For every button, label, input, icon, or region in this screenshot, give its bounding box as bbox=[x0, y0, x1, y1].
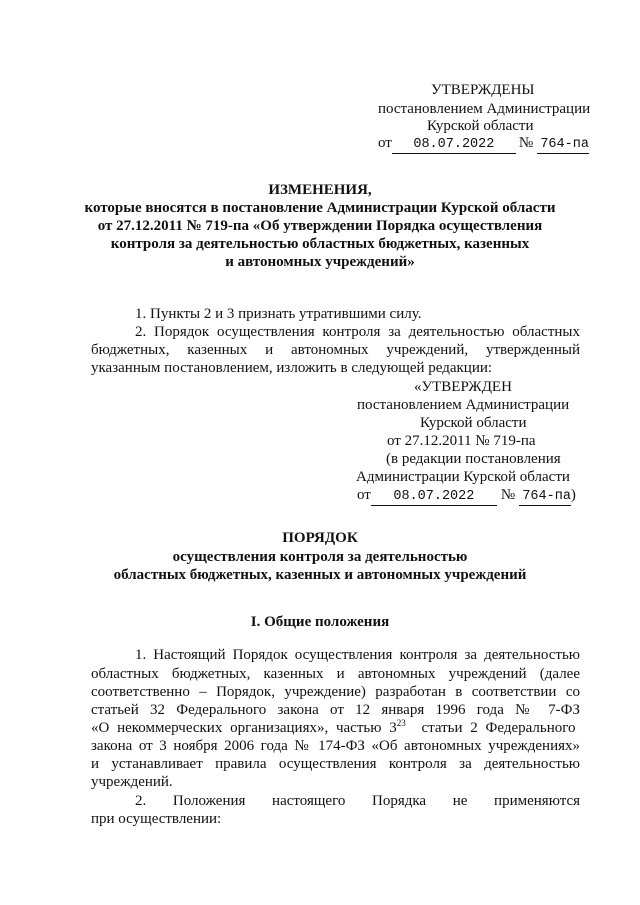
order-title: ПОРЯДОК bbox=[282, 530, 358, 546]
section-1-p1-line-2: областных бюджетных, казенных и автономных учреждений (далее bbox=[91, 666, 580, 682]
inner-approval-closing: ) bbox=[570, 487, 576, 503]
changes-heading-line-2: от 27.12.2011 № 719-па «Об утверждении Порядка осуществления bbox=[97, 218, 543, 234]
approval-line-2: Курской области bbox=[427, 118, 534, 134]
inner-approval-line-1: постановлением Администрации bbox=[357, 397, 570, 413]
inner-approval-title: «УТВЕРЖДЕН bbox=[414, 379, 512, 395]
approval-number-prefix: № bbox=[518, 135, 534, 151]
section-1-p2-line-2: при осуществлении: bbox=[91, 811, 222, 827]
section-1-p1-line-3: соответственно – Порядок, учреждение) разработан в соответствии со bbox=[91, 684, 580, 700]
changes-item-2-line-2: бюджетных, казенных и автономных учреждений, утвержденный bbox=[91, 342, 580, 358]
section-1-p1-line-6: закона от 3 ноября 2006 года № 174-ФЗ «Об автономных учреждениях» bbox=[91, 738, 580, 754]
approval-date: 08.07.2022 bbox=[392, 137, 516, 154]
section-1-p1-line-7: и устанавливает правила осуществления контроля за деятельностью bbox=[91, 756, 580, 772]
inner-approval-line-5: Администрации Курской области bbox=[356, 469, 570, 485]
section-1-p1-line-1: 1. Настоящий Порядок осуществления контроля за деятельностью bbox=[135, 647, 580, 663]
approval-title: УТВЕРЖДЕНЫ bbox=[431, 82, 535, 98]
changes-heading-line-4: и автономных учреждений» bbox=[225, 254, 415, 270]
approval-line-1: постановлением Администрации bbox=[378, 101, 591, 117]
approval-number: 764-па bbox=[537, 137, 589, 154]
section-1-p1-line-5-a: «О некоммерческих организациях», частью 3 bbox=[91, 720, 397, 736]
section-1-p1-line-5-b: статьи 2 Федерального bbox=[413, 720, 576, 736]
section-1-p1-line-4: статьей 32 Федерального закона от 12 января 1996 года № 7-ФЗ bbox=[91, 702, 580, 718]
section-1-p1-line-5-sup: 23 bbox=[396, 718, 406, 728]
section-1-p1-line-8: учреждений. bbox=[91, 774, 173, 790]
inner-approval-number: 764-па bbox=[519, 489, 571, 506]
inner-approval-line-2: Курской области bbox=[420, 415, 527, 431]
inner-approval-date-prefix: от bbox=[357, 487, 371, 503]
section-1-p2-line-1: 2. Положения настоящего Порядка не применяются bbox=[135, 793, 580, 809]
changes-item-1: 1. Пункты 2 и 3 признать утратившими силу. bbox=[135, 306, 422, 322]
approval-date-prefix: от bbox=[378, 135, 392, 151]
section-1-p1-line-5 bbox=[91, 718, 580, 738]
changes-item-2-line-1: 2. Порядок осуществления контроля за деятельностью областных bbox=[135, 324, 580, 340]
inner-approval-date: 08.07.2022 bbox=[371, 489, 497, 506]
inner-approval-number-prefix: № bbox=[500, 487, 516, 503]
order-heading-line-1: осуществления контроля за деятельностью bbox=[172, 549, 468, 565]
order-heading-line-2: областных бюджетных, казенных и автономных учреждений bbox=[113, 567, 527, 583]
inner-approval-line-3: от 27.12.2011 № 719-па bbox=[387, 433, 536, 449]
changes-heading-line-1: которые вносятся в постановление Администрации Курской области bbox=[84, 200, 556, 216]
section-1-title: I. Общие положения bbox=[250, 614, 390, 630]
changes-title: ИЗМЕНЕНИЯ, bbox=[268, 182, 372, 198]
changes-item-2-line-3: указанным постановлением, изложить в следующей редакции: bbox=[91, 360, 493, 376]
inner-approval-date-line bbox=[357, 485, 576, 506]
approval-date-line bbox=[378, 133, 589, 154]
changes-heading-line-3: контроля за деятельностью областных бюджетных, казенных bbox=[110, 236, 530, 252]
inner-approval-line-4: (в редакции постановления bbox=[386, 451, 561, 467]
